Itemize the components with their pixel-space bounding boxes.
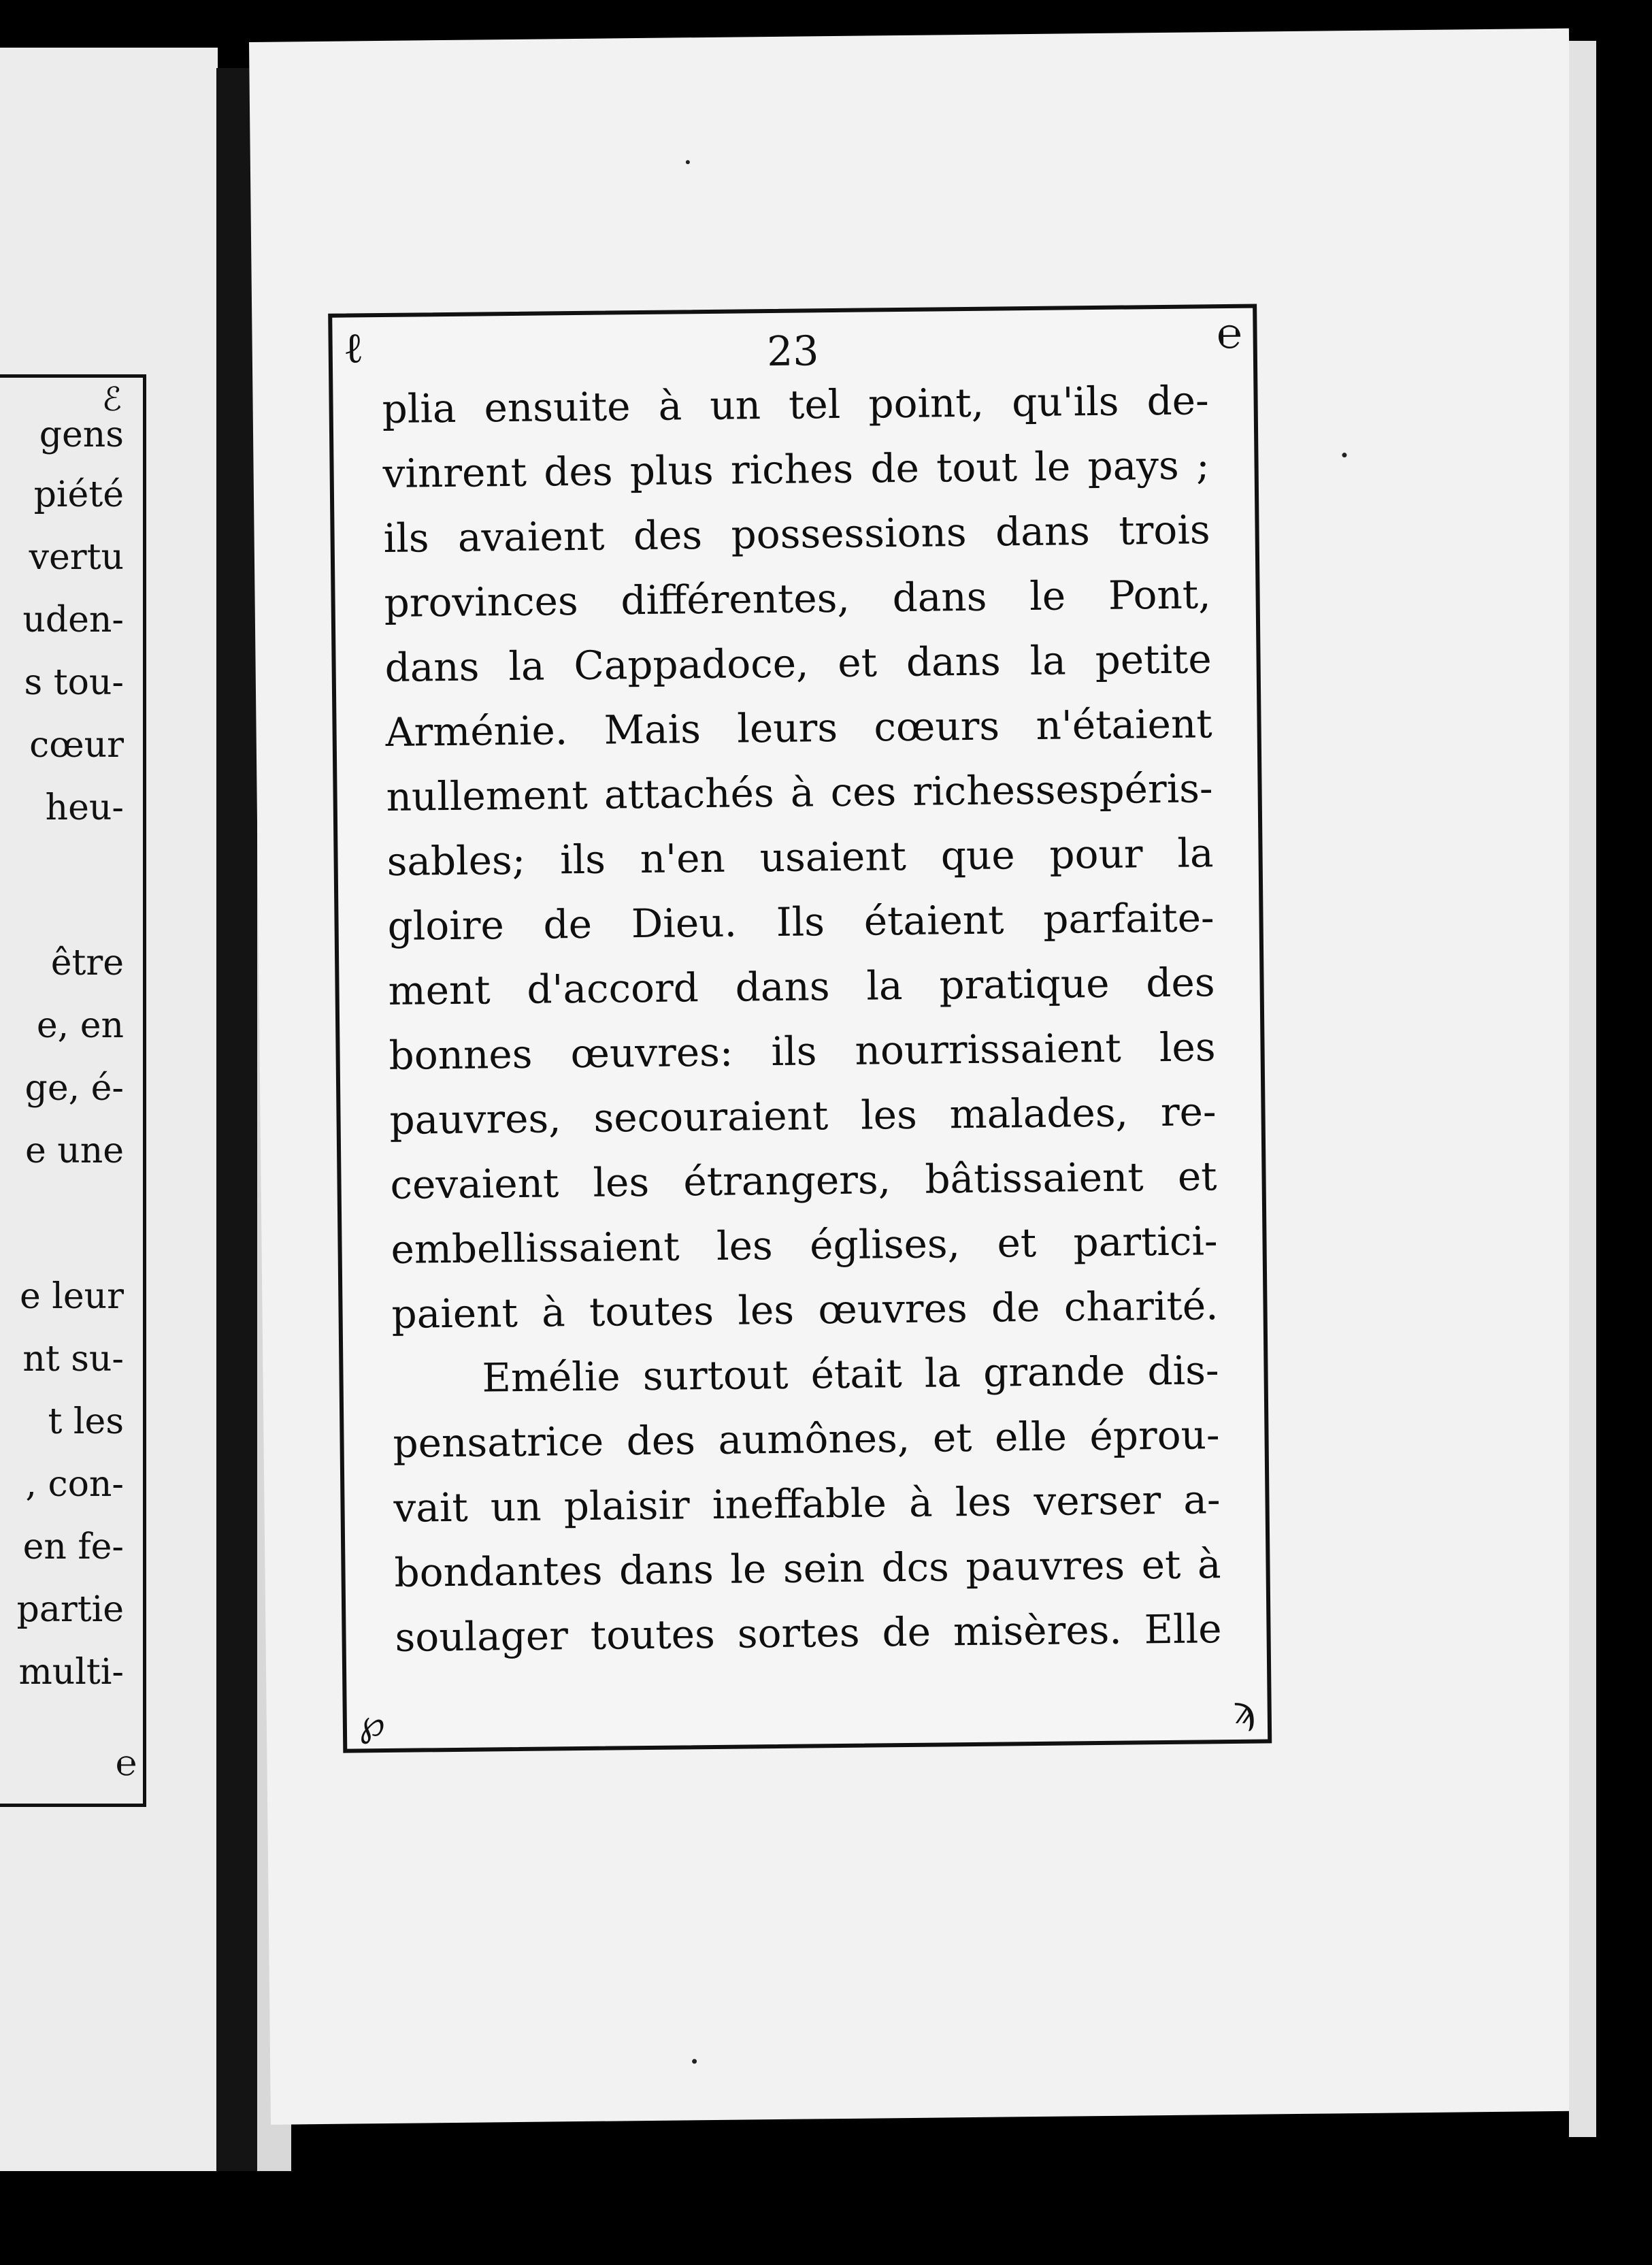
- text-line: soulager toutes sortes de misères. Elle: [395, 1606, 1222, 1661]
- corner-ornament-icon: ℮: [116, 1743, 137, 1784]
- text-line: cevaient les étrangers, bâtissaient et: [390, 1153, 1217, 1208]
- text-line: gloire de Dieu. Ils étaient parfaite-: [387, 894, 1215, 949]
- text-line: bonnes œuvres: ils nourrissaient les: [389, 1024, 1216, 1079]
- paper-speck: [1342, 453, 1347, 457]
- paper-speck: [692, 2059, 697, 2064]
- corner-ornament-icon: ϡ: [1233, 1688, 1256, 1733]
- text-line: ils avaient des possessions dans trois: [383, 506, 1210, 561]
- corner-ornament-icon: ℮: [1216, 308, 1242, 359]
- text-line: pensatrice des aumônes, et elle éprou-: [393, 1412, 1220, 1467]
- text-line: piété: [33, 474, 124, 515]
- text-line: paient à toutes les œuvres de charité.: [391, 1282, 1219, 1337]
- corner-ornament-icon: ℰ: [102, 380, 122, 419]
- text-line: e, en: [36, 1005, 124, 1046]
- corner-ornament-icon: ℘: [359, 1701, 385, 1745]
- text-line: heu-: [45, 787, 124, 828]
- text-line: nt su-: [22, 1339, 124, 1380]
- text-line: plia ensuite à un tel point, qu'ils de-: [382, 377, 1209, 432]
- text-line: cœur: [29, 725, 124, 766]
- page-number: 23: [766, 327, 819, 376]
- text-line: dans la Cappadoce, et dans la petite: [384, 636, 1212, 691]
- book-gutter: [216, 68, 257, 2171]
- previous-page: [0, 48, 218, 2171]
- text-line: provinces différentes, dans le Pont,: [384, 571, 1211, 626]
- text-line: ment d'accord dans la pratique des: [388, 959, 1215, 1014]
- text-line: Arménie. Mais leurs cœurs n'étaient: [385, 700, 1212, 755]
- text-line: Emélie surtout était la grande dis-: [482, 1347, 1219, 1401]
- text-line: multi-: [18, 1652, 124, 1693]
- text-line: ge, é-: [24, 1068, 124, 1109]
- text-line: être: [50, 943, 124, 983]
- text-line: s tou-: [24, 662, 124, 703]
- text-line: sables; ils n'en usaient que pour la: [386, 830, 1214, 885]
- text-line: vinrent des plus riches de tout le pays ;: [382, 442, 1210, 497]
- paper-speck: [686, 160, 690, 164]
- page-edge: [1569, 41, 1596, 2137]
- text-line: bondantes dans le sein dcs pauvres et à: [394, 1541, 1221, 1596]
- text-line: nullement attachés à ces richessespéris-: [386, 765, 1213, 820]
- text-frame: [328, 304, 1272, 1753]
- previous-page-text-frame: [0, 374, 146, 1807]
- text-line: en fe-: [22, 1527, 124, 1567]
- text-line: partie: [16, 1589, 124, 1630]
- text-line: , con-: [25, 1464, 124, 1505]
- text-line: t les: [48, 1401, 124, 1442]
- text-line: vertu: [29, 537, 124, 578]
- text-line: gens: [39, 414, 124, 455]
- text-line: e une: [24, 1130, 124, 1171]
- text-line: embellissaient les églises, et partici-: [391, 1218, 1218, 1273]
- text-line: uden-: [22, 600, 124, 640]
- text-line: e leur: [19, 1276, 124, 1317]
- corner-ornament-icon: ℓ: [343, 323, 364, 373]
- book-page: [249, 29, 1591, 2125]
- text-line: vait un plaisir ineffable à les verser a-: [393, 1476, 1221, 1531]
- text-line: pauvres, secouraient les malades, re-: [389, 1088, 1217, 1143]
